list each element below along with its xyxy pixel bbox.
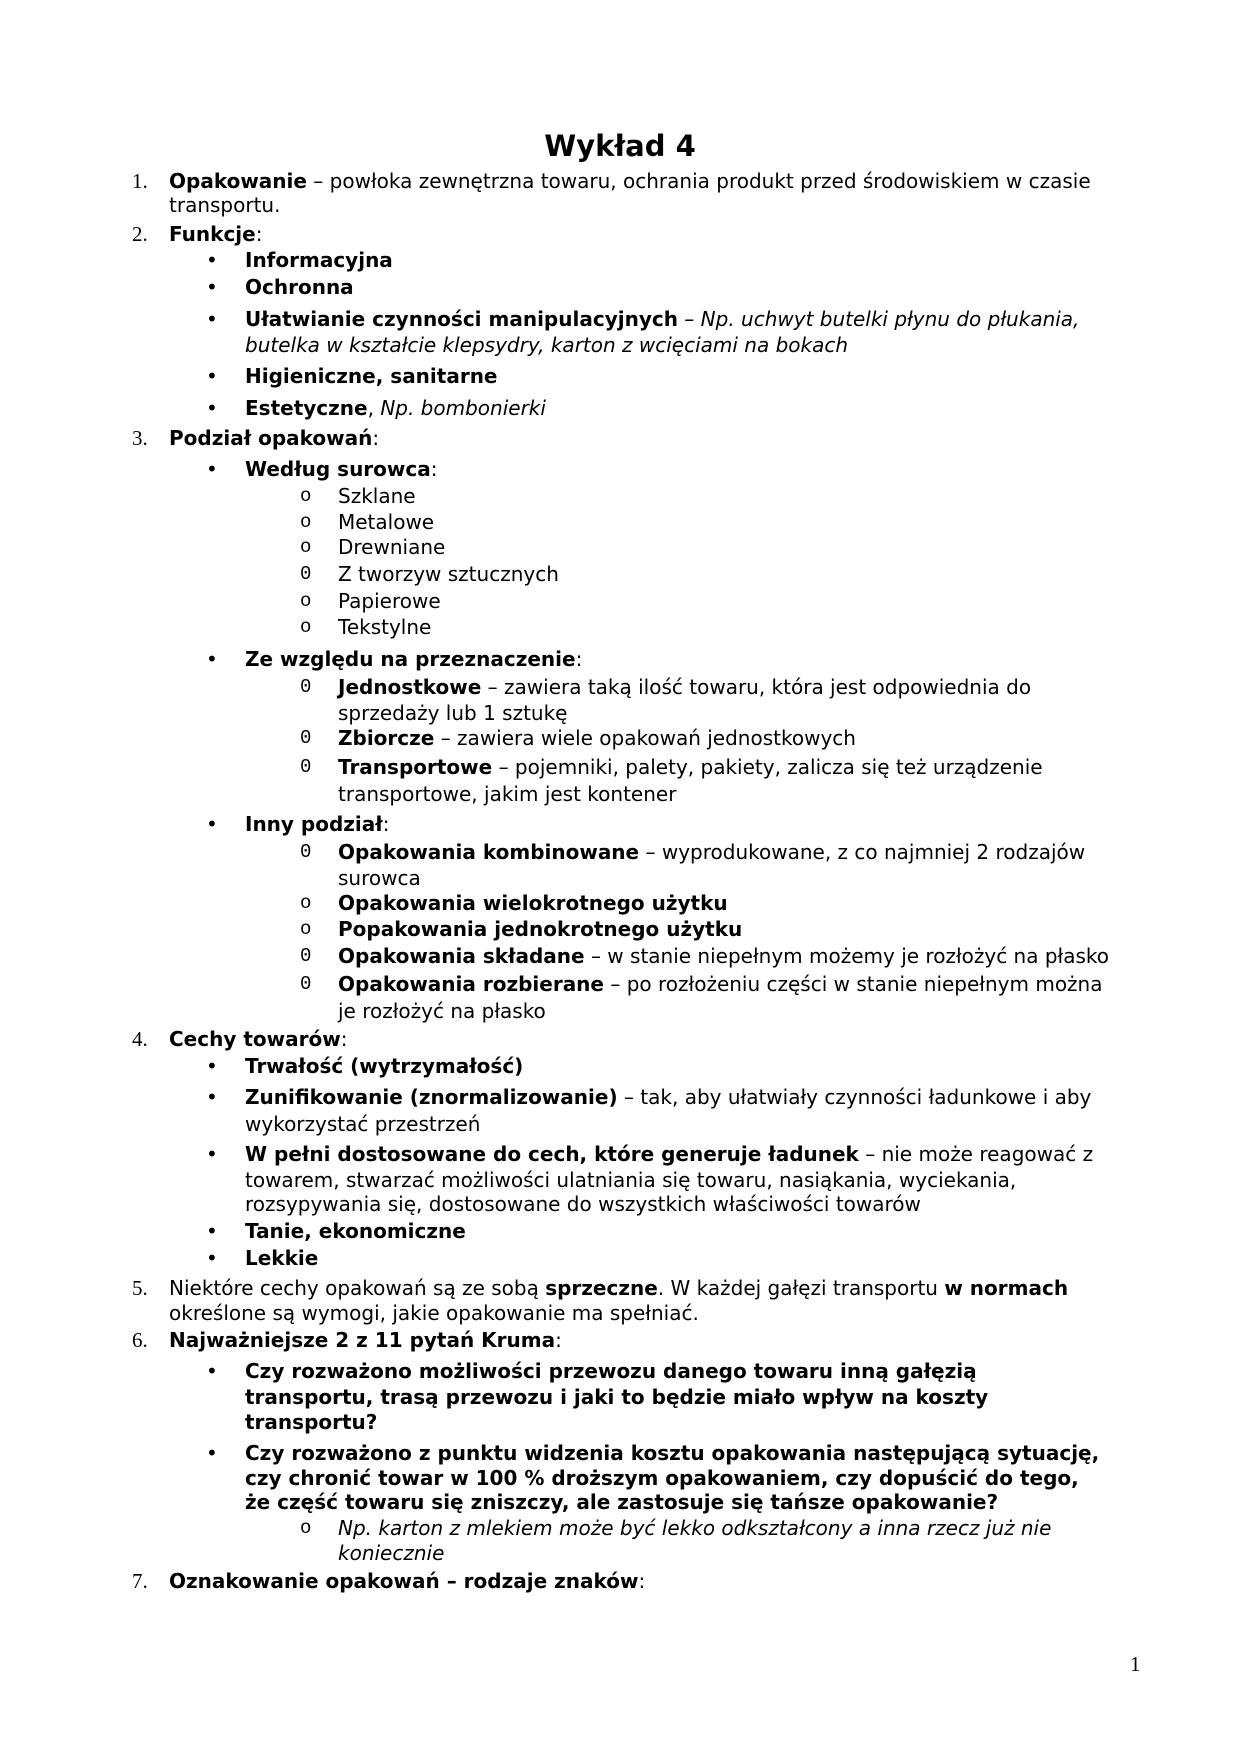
punctuation: , (367, 396, 381, 420)
list-number: 7. (132, 1569, 148, 1593)
list-item: Drewniane (338, 535, 446, 559)
term: Lekkie (245, 1246, 319, 1270)
sub-bullet-icon (300, 1516, 311, 1540)
list-item: Papierowe (338, 589, 441, 613)
text-line (338, 944, 1109, 968)
sub-bullet-icon (300, 589, 311, 613)
text-line (338, 1516, 1051, 1540)
sub-bullet-icon (300, 944, 311, 968)
list-number: 4. (132, 1027, 148, 1051)
bullet-icon (206, 1085, 218, 1109)
text-line (245, 1112, 480, 1136)
text-line (338, 510, 434, 534)
list-number: 3. (132, 426, 148, 450)
emphasis: sprzeczne (545, 1276, 658, 1300)
term: Opakowania składane (338, 944, 585, 968)
sentence: Niektóre cechy opakowań są ze sobą (169, 1276, 546, 1300)
sentence: . W każdej gałęzi transportu (657, 1276, 945, 1300)
punctuation: : (372, 426, 380, 450)
text-line (338, 562, 559, 586)
term: Estetyczne (245, 396, 368, 420)
text-line (245, 1410, 377, 1434)
text-line (338, 782, 676, 806)
sub-bullet-icon (300, 675, 311, 699)
list-item: Tekstylne (338, 615, 432, 639)
term: W pełni dostosowane do cech, które generuje ładunek (245, 1142, 859, 1166)
sub-bullet-icon (300, 840, 311, 864)
question: że część towaru się zniszczy, ale zastosuje się tańsze opakowanie? (245, 1490, 999, 1514)
list-number: 1. (132, 169, 148, 193)
text-line (338, 615, 431, 639)
heading: Cechy towarów (169, 1027, 341, 1051)
question: transportu? (245, 1410, 378, 1434)
definition: – po rozłożeniu części w stanie niepełnym można (604, 972, 1103, 996)
text-line (245, 1490, 998, 1514)
bullet-icon (206, 1441, 218, 1465)
text-line (245, 647, 582, 671)
heading: Funkcje (169, 222, 256, 246)
definition: – wyprodukowane, z co najmniej 2 rodzajów (639, 840, 1086, 864)
text-line (338, 701, 567, 725)
term: Transportowe (338, 755, 493, 779)
page-number: 1 (1130, 1652, 1141, 1676)
example: butelka w kształcie klepsydry, karton z wcięciami na bokach (245, 333, 849, 357)
term: Tanie, ekonomiczne (245, 1219, 466, 1243)
list-item: Szklane (338, 484, 416, 508)
text-line (245, 275, 354, 299)
text-line (245, 1385, 988, 1409)
text-line (338, 589, 441, 613)
bullet-icon (206, 364, 218, 388)
definition: – zawiera taką ilość towaru, która jest odpowiednia do (481, 675, 1032, 699)
punctuation: : (382, 812, 390, 836)
bullet-icon (206, 1054, 218, 1078)
definition: surowca (338, 866, 421, 890)
sub-bullet-icon (300, 510, 311, 534)
question: Czy rozważono możliwości przewozu danego towaru inną gałęzią (245, 1359, 977, 1383)
punctuation: : (575, 647, 583, 671)
example: Np. bombonierki (380, 396, 546, 420)
definition: – nie może reagować z (858, 1142, 1094, 1166)
text-line (338, 755, 1043, 779)
text-line (169, 1328, 562, 1352)
term: Trwałość (wytrzymałość) (245, 1054, 524, 1078)
heading: Podział opakowań (169, 426, 373, 450)
punctuation: : (638, 1569, 646, 1593)
list-item: Z tworzyw sztucznych (338, 562, 559, 586)
definition: – pojemniki, palety, pakiety, zalicza się też urządzenie (492, 755, 1043, 779)
definition: – zawiera wiele opakowań jednostkowych (434, 726, 856, 750)
term: Higieniczne, sanitarne (245, 364, 498, 388)
sub-bullet-icon (300, 726, 311, 750)
text-line (338, 1541, 444, 1565)
text-line (169, 222, 262, 246)
text-line (338, 840, 1085, 864)
text-line (245, 307, 1079, 331)
list-item: Metalowe (338, 510, 435, 534)
text-line (245, 333, 848, 357)
text-line (245, 1085, 1091, 1109)
example: – Np. uchwyt butelki płynu do płukania, (677, 307, 1080, 331)
text-line (245, 1466, 1079, 1490)
list-number: 5. (132, 1276, 148, 1300)
text-line (169, 1276, 1068, 1300)
text-line (169, 1027, 347, 1051)
term: Ochronna (245, 275, 354, 299)
question: transportu, trasą przewozu i jaki to będzie miało wpływ na koszty (245, 1385, 989, 1409)
term: Opakowania rozbierane (338, 972, 604, 996)
sub-bullet-icon (300, 972, 311, 996)
text-line (338, 484, 416, 508)
text-line (338, 535, 445, 559)
term: Zbiorcze (338, 726, 435, 750)
text-line (169, 1301, 699, 1325)
text-line (245, 396, 546, 420)
definition: – powłoka zewnętrzna towaru, ochrania produkt przed środowiskiem w czasie (306, 169, 1091, 193)
definition: sprzedaży lub 1 sztukę (338, 701, 568, 725)
definition: transportu. (169, 193, 281, 217)
heading: Oznakowanie opakowań – rodzaje znaków (169, 1569, 639, 1593)
bullet-icon (206, 1142, 218, 1166)
text-line (338, 726, 856, 750)
text-line (338, 999, 546, 1023)
text-line (169, 193, 280, 217)
definition: – tak, aby ułatwiały czynności ładunkowe i aby (617, 1085, 1092, 1109)
punctuation: : (430, 457, 438, 481)
text-line (245, 812, 389, 836)
text-line (169, 1569, 645, 1593)
definition: towarem, stwarzać możliwości ulatniania się towaru, nasiąkania, wyciekania, (245, 1168, 1017, 1192)
example: Np. karton z mlekiem może być lekko odkształcony a inna rzecz już nie (338, 1516, 1052, 1540)
sub-bullet-icon (300, 891, 311, 915)
text-line (245, 1441, 1099, 1465)
bullet-icon (206, 1246, 218, 1270)
bullet-icon (206, 248, 218, 272)
sentence: określone są wymogi, jakie opakowanie ma spełniać. (169, 1301, 699, 1325)
bullet-icon (206, 1359, 218, 1383)
punctuation: : (555, 1328, 562, 1352)
definition: – w stanie niepełnym możemy je rozłożyć na płasko (584, 944, 1109, 968)
term: Popakowania jednokrotnego użytku (338, 917, 743, 941)
text-line (245, 1168, 1016, 1192)
subheading: Inny podział (245, 812, 383, 836)
question: Czy rozważono z punktu widzenia kosztu opakowania następującą sytuację, (245, 1441, 1100, 1465)
term: Opakowania wielokrotnego użytku (338, 891, 728, 915)
text-line (338, 866, 421, 890)
punctuation: : (340, 1027, 348, 1051)
bullet-icon (206, 275, 218, 299)
text-line (245, 1246, 318, 1270)
question: czy chronić towar w 100 % droższym opakowaniem, czy dopuścić do tego, (245, 1466, 1079, 1490)
subheading: Ze względu na przeznaczenie (245, 647, 576, 671)
text-line (245, 1142, 1093, 1166)
bullet-icon (206, 307, 218, 331)
text-line (169, 169, 1091, 193)
term: Opakowania kombinowane (338, 840, 640, 864)
sub-bullet-icon (300, 535, 311, 559)
example: koniecznie (338, 1541, 445, 1565)
text-line (169, 426, 379, 450)
sub-bullet-icon (300, 917, 311, 941)
subheading: Według surowca (245, 457, 431, 481)
definition: je rozłożyć na płasko (338, 999, 546, 1023)
bullet-icon (206, 457, 218, 481)
definition: rozsypywania się, dostosowane do wszystkich właściwości towarów (245, 1192, 921, 1216)
text-line (245, 364, 498, 388)
bullet-icon (206, 1219, 218, 1243)
text-line (245, 1219, 466, 1243)
sub-bullet-icon (300, 562, 311, 586)
text-line (245, 1192, 921, 1216)
text-line (338, 972, 1103, 996)
definition: wykorzystać przestrzeń (245, 1112, 481, 1136)
text-line (338, 917, 742, 941)
bullet-icon (206, 396, 218, 420)
sub-bullet-icon (300, 755, 311, 779)
term: Jednostkowe (338, 675, 482, 699)
term: Ułatwianie czynności manipulacyjnych (245, 307, 678, 331)
bullet-icon (206, 647, 218, 671)
page-title: Wykład 4 (544, 129, 696, 163)
text-line (245, 248, 393, 272)
text-line (338, 891, 728, 915)
punctuation: : (255, 222, 263, 246)
sub-bullet-icon (300, 615, 311, 639)
list-number: 2. (132, 222, 148, 246)
emphasis: w normach (944, 1276, 1069, 1300)
text-line (245, 457, 438, 481)
text-line (245, 1359, 977, 1383)
heading: Najważniejsze 2 z 11 pytań Kruma (169, 1328, 556, 1352)
list-number: 6. (132, 1328, 148, 1352)
term: Informacyjna (245, 248, 393, 272)
term: Opakowanie (169, 169, 307, 193)
term: Zunifikowanie (znormalizowanie) (245, 1085, 618, 1109)
text-line (338, 675, 1031, 699)
bullet-icon (206, 812, 218, 836)
definition: transportowe, jakim jest kontener (338, 782, 677, 806)
text-line (245, 1054, 523, 1078)
sub-bullet-icon (300, 484, 311, 508)
